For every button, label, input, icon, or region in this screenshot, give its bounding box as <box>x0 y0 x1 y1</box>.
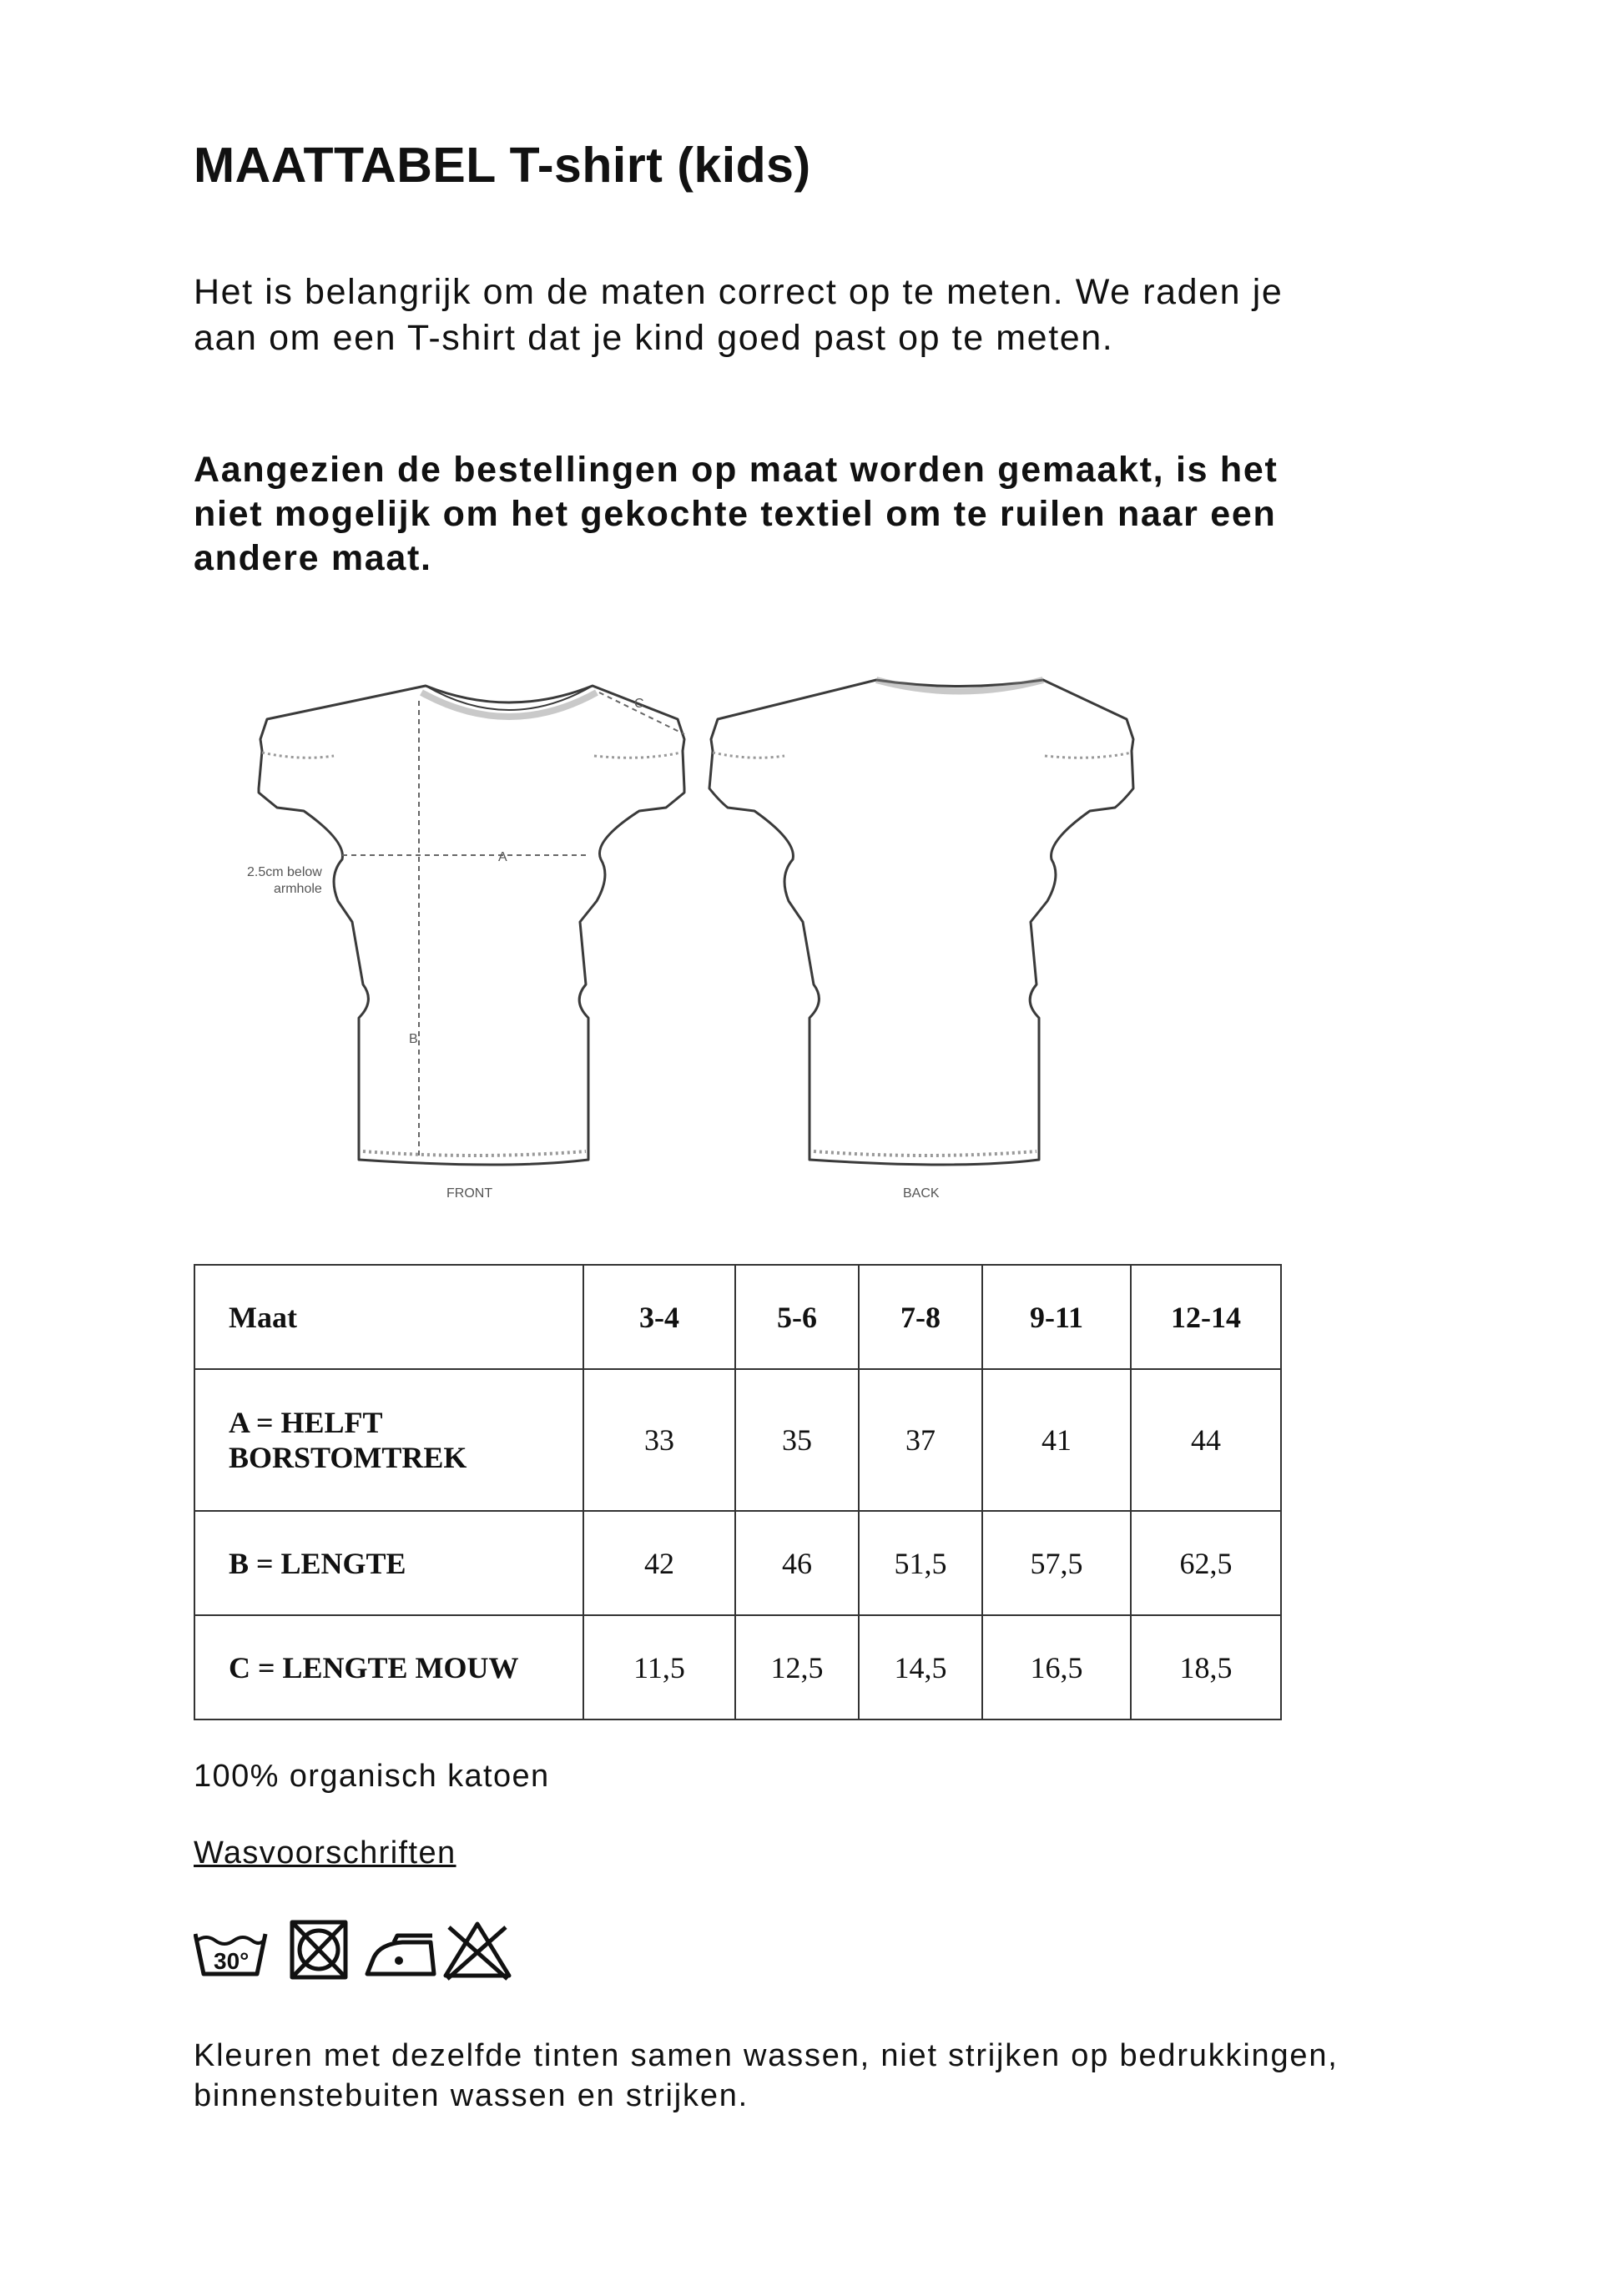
care-instructions: Kleuren met dezelfde tinten samen wassen, niet strijken op bedrukkingen, binnenstebuiten wassen en strijken. <box>194 2038 1339 2113</box>
back-shirt-drawing <box>709 680 1133 1165</box>
row-label-line: A = HELFT <box>229 1406 383 1439</box>
front-shirt-drawing <box>259 686 684 1165</box>
care-icons <box>194 1916 544 1992</box>
table-cell: 42 <box>583 1511 735 1615</box>
table-row <box>194 1369 1281 1511</box>
tshirt-measurement-diagram <box>217 651 1177 1218</box>
wash-30-icon <box>195 1934 265 1974</box>
table-row <box>194 1615 1281 1719</box>
size-header: 7-8 <box>859 1265 982 1369</box>
table-header-row <box>194 1265 1281 1369</box>
iron-low-icon <box>367 1936 434 1974</box>
table-cell: 33 <box>583 1369 735 1511</box>
no-tumble-dry-icon <box>292 1922 345 1977</box>
back-label: BACK <box>903 1186 940 1201</box>
table-cell: 51,5 <box>859 1511 982 1615</box>
marker-b: B <box>409 1032 418 1046</box>
row-label <box>194 1369 583 1511</box>
table-cell: 46 <box>735 1511 859 1615</box>
table-row <box>194 1511 1281 1615</box>
table-cell: 62,5 <box>1131 1511 1281 1615</box>
material-text: 100% organisch katoen <box>194 1759 550 1794</box>
no-bleach-icon <box>446 1924 509 1979</box>
armhole-note-line2: armhole <box>274 882 322 896</box>
wash-temperature: 30° <box>214 1948 250 1974</box>
row-label: B = LENGTE <box>194 1511 583 1615</box>
measurement-markers <box>247 697 940 1201</box>
table-cell: 12,5 <box>735 1615 859 1719</box>
measurement-guides <box>342 692 684 1158</box>
size-header: 3-4 <box>583 1265 735 1369</box>
row-label: C = LENGTE MOUW <box>194 1615 583 1719</box>
size-table <box>194 1264 1282 1720</box>
front-label: FRONT <box>446 1186 493 1201</box>
size-header: 5-6 <box>735 1265 859 1369</box>
table-cell: 11,5 <box>583 1615 735 1719</box>
marker-c: C <box>634 697 644 711</box>
size-header: 12-14 <box>1131 1265 1281 1369</box>
intro-text: Het is belangrijk om de maten correct op te meten. We raden je aan om een T-shirt dat je kind goed past op te meten. <box>194 272 1284 358</box>
table-cell: 16,5 <box>982 1615 1131 1719</box>
marker-a: A <box>498 850 507 864</box>
table-cell: 41 <box>982 1369 1131 1511</box>
armhole-note-line1: 2.5cm below <box>247 865 322 879</box>
exchange-warning: Aangezien de bestellingen op maat worden gemaakt, is het niet mogelijk om het gekochte textiel om te ruilen naar een andere maat. <box>194 450 1279 578</box>
care-heading: Wasvoorschriften <box>194 1835 456 1871</box>
size-header: 9-11 <box>982 1265 1131 1369</box>
table-cell: 14,5 <box>859 1615 982 1719</box>
table-cell: 35 <box>735 1369 859 1511</box>
header-label: Maat <box>194 1265 583 1369</box>
table-cell: 37 <box>859 1369 982 1511</box>
table-cell: 44 <box>1131 1369 1281 1511</box>
table-cell: 57,5 <box>982 1511 1131 1615</box>
row-label-line: BORSTOMTREK <box>229 1441 467 1474</box>
page-title: MAATTABEL T-shirt (kids) <box>194 138 811 193</box>
table-cell: 18,5 <box>1131 1615 1281 1719</box>
